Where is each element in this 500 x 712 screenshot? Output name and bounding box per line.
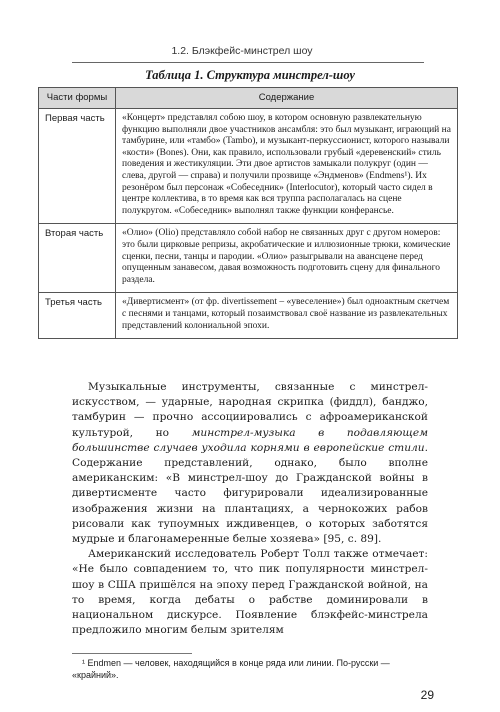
row-part-label: Первая часть	[39, 109, 116, 224]
row-part-label: Вторая часть	[39, 224, 116, 293]
footnote: ¹ Endmen — человек, находящийся в конце ряда или линии. По-русски — «крайний».	[72, 658, 390, 680]
table-row	[39, 109, 458, 224]
row-content-text: «Олио» (Olio) представляло собой набор не связанных друг с другом номеров: это были цирковые репризы, акробатические и иллюзионные трюки, комические сценки, песни, танцы и пародии. «Олио» разыгрывали на авансцене перед опущенным занавесом, давая возможность подготовить сцену для финального раздела.	[122, 228, 451, 285]
row-part-label: Третья часть	[39, 293, 116, 339]
row-content-text: «Дивертисмент» (от фр. divertissement – «увеселение») был одноактным скетчем с песнями и танцами, который позаимствовал своё название из развлекательных представлений колониальной эпохи.	[122, 297, 450, 331]
column-header-parts: Части формы	[39, 88, 116, 109]
table-title: Таблица 1. Структура минстрел-шоу	[145, 68, 355, 82]
paragraph: Американский исследователь Роберт Толл также отмечает: «Не было совпадением то, что пик популярности минстрел-шоу в США пришёлся на эпоху перед Гражданской войной, на то время, когда дебаты о рабстве доминировали в национальном дискурсе. Появление блэкфейс-минстрела предложило многим белым зрителям	[72, 548, 428, 637]
header-divider	[72, 62, 424, 63]
row-content-text: «Концерт» представлял собою шоу, в котором основную развлекательную функцию выполняли двое участников ансамбля: это был музыкант, играющий на тамбурине, или «тамбо» (Tambo), и музыкант-перкуссионист, которого называли «кости» (Bones). Они, как правило, использовали грубый «деревенский» стиль поведения и жестикуляции. Эти двое артистов замыкали полукруг (один — слева, другой — справа) и получили прозвище «Эндменов» (Endmens¹). Их резонёром был персонаж «Собеседник» (Interlocutor), который часто сидел в центре коллектива, в то время как вся труппа располагалась на сцене полукругом. «Собеседник» выполнял также функции конферансье.	[122, 113, 451, 216]
paragraph	[72, 380, 428, 547]
footnote-divider	[72, 653, 192, 654]
body-text	[72, 380, 428, 638]
row-content	[116, 224, 458, 293]
structure-table	[38, 87, 458, 339]
row-content	[116, 109, 458, 224]
row-content	[116, 293, 458, 339]
table-header-row	[39, 88, 458, 109]
column-header-content: Содержание	[116, 88, 458, 109]
running-header: 1.2. Блэкфейс-минстрел шоу	[171, 45, 313, 57]
page-number: 29	[420, 688, 434, 702]
paragraph-text: . Содержание представлений, однако, было вполне американским: «В минстрел-шоу до Гражданской войны в дивертисменте часто фигурировали идеализированные изображения жизни на плантациях, а чернокожих рабов рисовали как тупоумных иждивенцев, о которых заботятся мудрые и благонамеренные белые хозяева» [95, с. 89].	[72, 441, 428, 546]
paragraph-text: Музыкальные инструменты, связанные с минстрел-искусством, — ударные, народная скрипка (фиддл), банджо, тамбурин — прочно ассоциировались с афроамериканской культурой, но	[72, 381, 428, 439]
emphasized-text: минстрел-музыка в подавляющем большинстве случаев уходила корнями в европейские стили	[72, 426, 428, 454]
table-row	[39, 224, 458, 293]
table-row	[39, 293, 458, 339]
